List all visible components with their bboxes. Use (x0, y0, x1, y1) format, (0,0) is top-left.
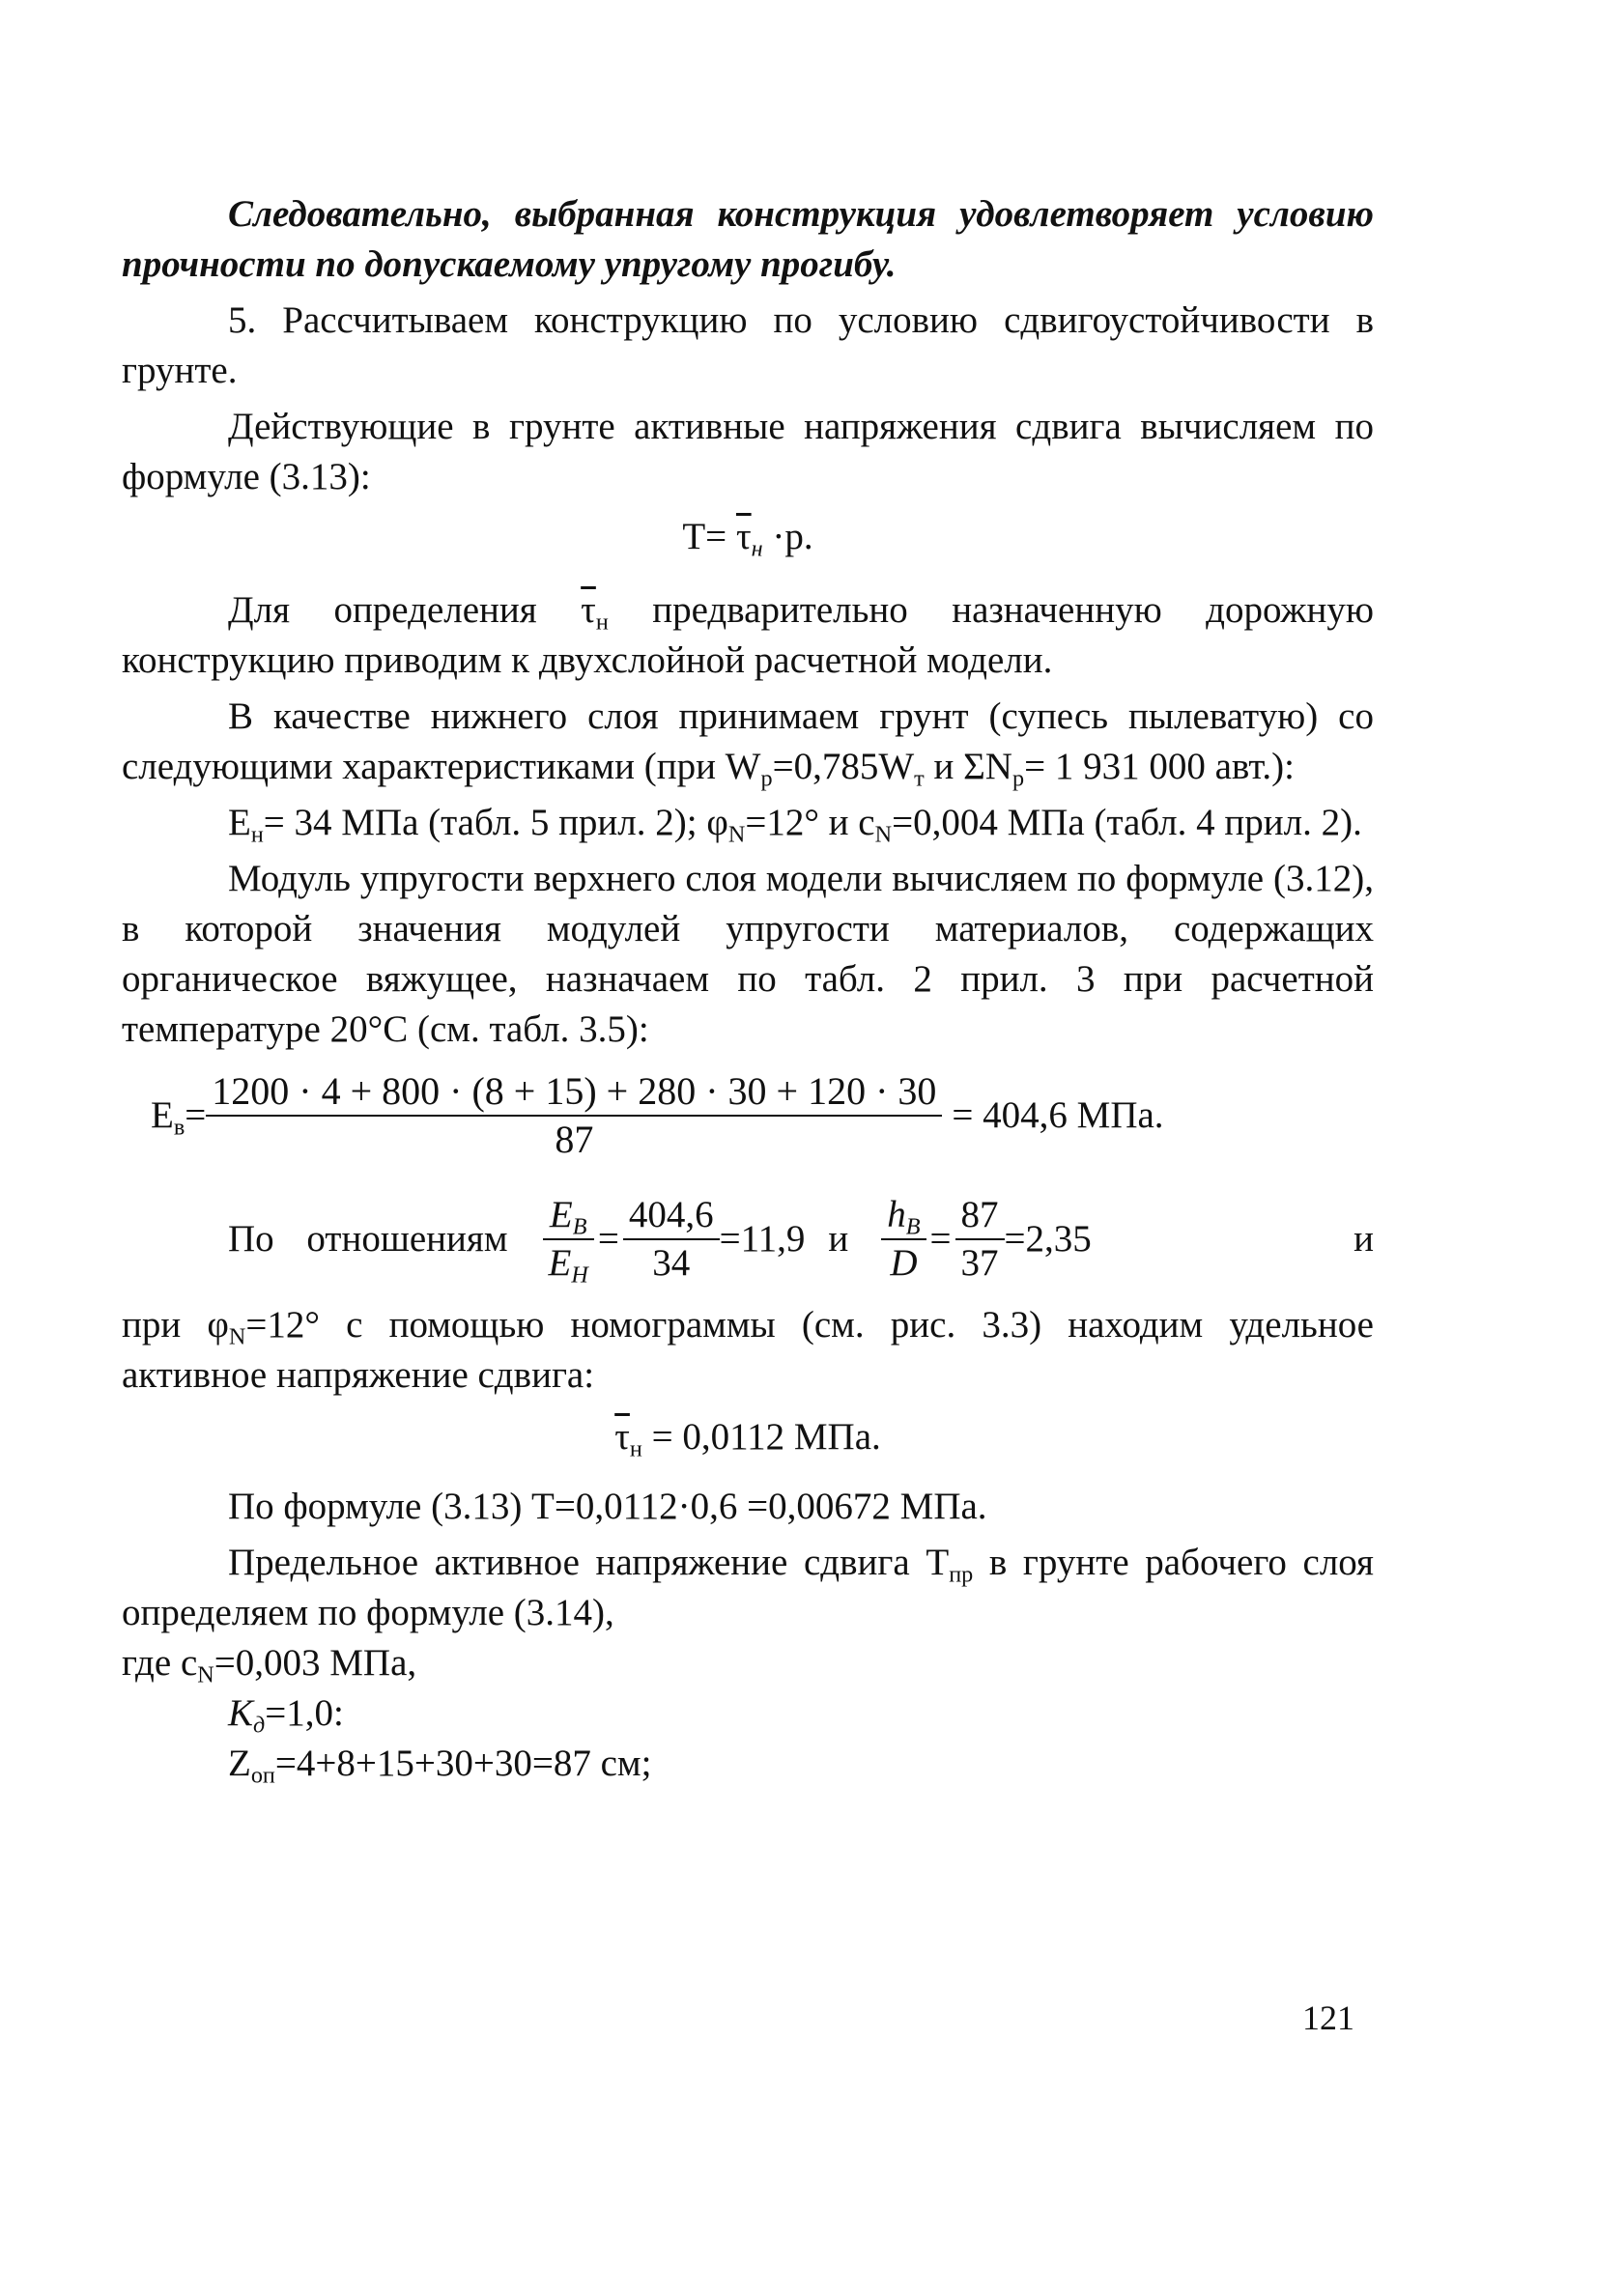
shear-intro-paragraph: Действующие в грунте активные напряжения сдвига вычисляем по формуле (3.13): (122, 406, 1374, 497)
ev-result: = 404,6 МПа. (952, 1094, 1164, 1136)
ratio1-symbolic: $\frac{E_В}{E_Н}$ (543, 1192, 594, 1287)
ratio2-numeric: $\frac{87}{37}$ (955, 1192, 1005, 1287)
upper-modulus-equation (151, 1068, 1374, 1163)
ratio2-result: =2,35 (1004, 1218, 1092, 1260)
soil-parameters-paragraph: $E_н= 34$ МПа (табл. 5 прил. 2); $\varphi_N=12^\circ$ и $c_N=0,004$ МПа (табл. 4 прил. 2). (228, 802, 1362, 848)
ev-fraction (206, 1068, 942, 1163)
modulus-intro-paragraph: Модуль упругости верхнего слоя модели вычисляем по формуле (3.12), в которой значения модулей упругости материалов, содержащих органическое вяжущее, назначаем по табл. 2 прил. 3 при расчетной температуре 20°С (см. табл. 3.5): (122, 858, 1374, 1050)
tau-value-formula: $\overline{\tau}_н = 0,0112$ МПа. (614, 1416, 881, 1462)
limit-stress-paragraph: Предельное активное напряжение сдвига $T_{пр}$ в грунте рабочего слоя определяем по формуле (3.14), (122, 1542, 1374, 1633)
page-number: 121 (1302, 1998, 1354, 2037)
tau-definition-paragraph: Для определения $\overline{\tau}_н$ предварительно назначенную дорожную конструкцию приводим к двухслойной расчетной модели. (122, 589, 1374, 681)
where-cn-line: где $c_N=0,003$ МПа, (122, 1642, 417, 1688)
formula-T: $T= \overline{\tau}_н \cdot p$. (682, 516, 813, 562)
page-text (122, 189, 1374, 1789)
conclusion-paragraph: Следовательно, выбранная конструкция удовлетворяет условию прочности по допускаемому упругому прогибу. (122, 193, 1374, 285)
ratio-label: По отношениям (228, 1218, 508, 1260)
step-5-paragraph: 5. Рассчитываем конструкцию по условию сдвигоустойчивости в грунте. (122, 299, 1374, 391)
formula-313-paragraph: По формуле (3.13) T=0,0112·0,6 =0,00672 МПа. (228, 1486, 987, 1527)
zop-line: $Z_{оп}=4+8+15+30+30=87$ см; (228, 1743, 652, 1789)
ev-numerator: 1200 · 4 + 800 · (8 + 15) + 280 · 30 + 120 · 30 (206, 1068, 942, 1117)
ratios-line: По отношениям $\frac{E_В}{E_Н}$ = $\frac{404,6}{34}$ =11,9 и $\frac{h_В}{D}$ = $\frac{87}{37}$ =2,35 и (228, 1194, 1374, 1289)
nomogram-paragraph: при $\varphi_N=12^\circ$ с помощью номограммы (см. рис. 3.3) находим удельное активное напряжение сдвига: (122, 1304, 1374, 1396)
ratio2-symbolic: $\frac{h_В}{D}$ (881, 1192, 926, 1287)
ratio1-numeric: $\frac{404,6}{34}$ (623, 1192, 720, 1287)
ev-lhs: $E_в=$ (151, 1094, 207, 1141)
lower-layer-paragraph: В качестве нижнего слоя принимаем грунт (супесь пылеватую) со следующими характеристиками (при $W_p=0,785W_т$ и $\Sigma N_p= 1$ 931 000 авт.): (122, 695, 1374, 792)
ev-denominator: 87 (555, 1118, 594, 1161)
kd-line: $K_д=1,0$: (228, 1692, 344, 1739)
ratio1-result: =11,9 (719, 1218, 806, 1260)
